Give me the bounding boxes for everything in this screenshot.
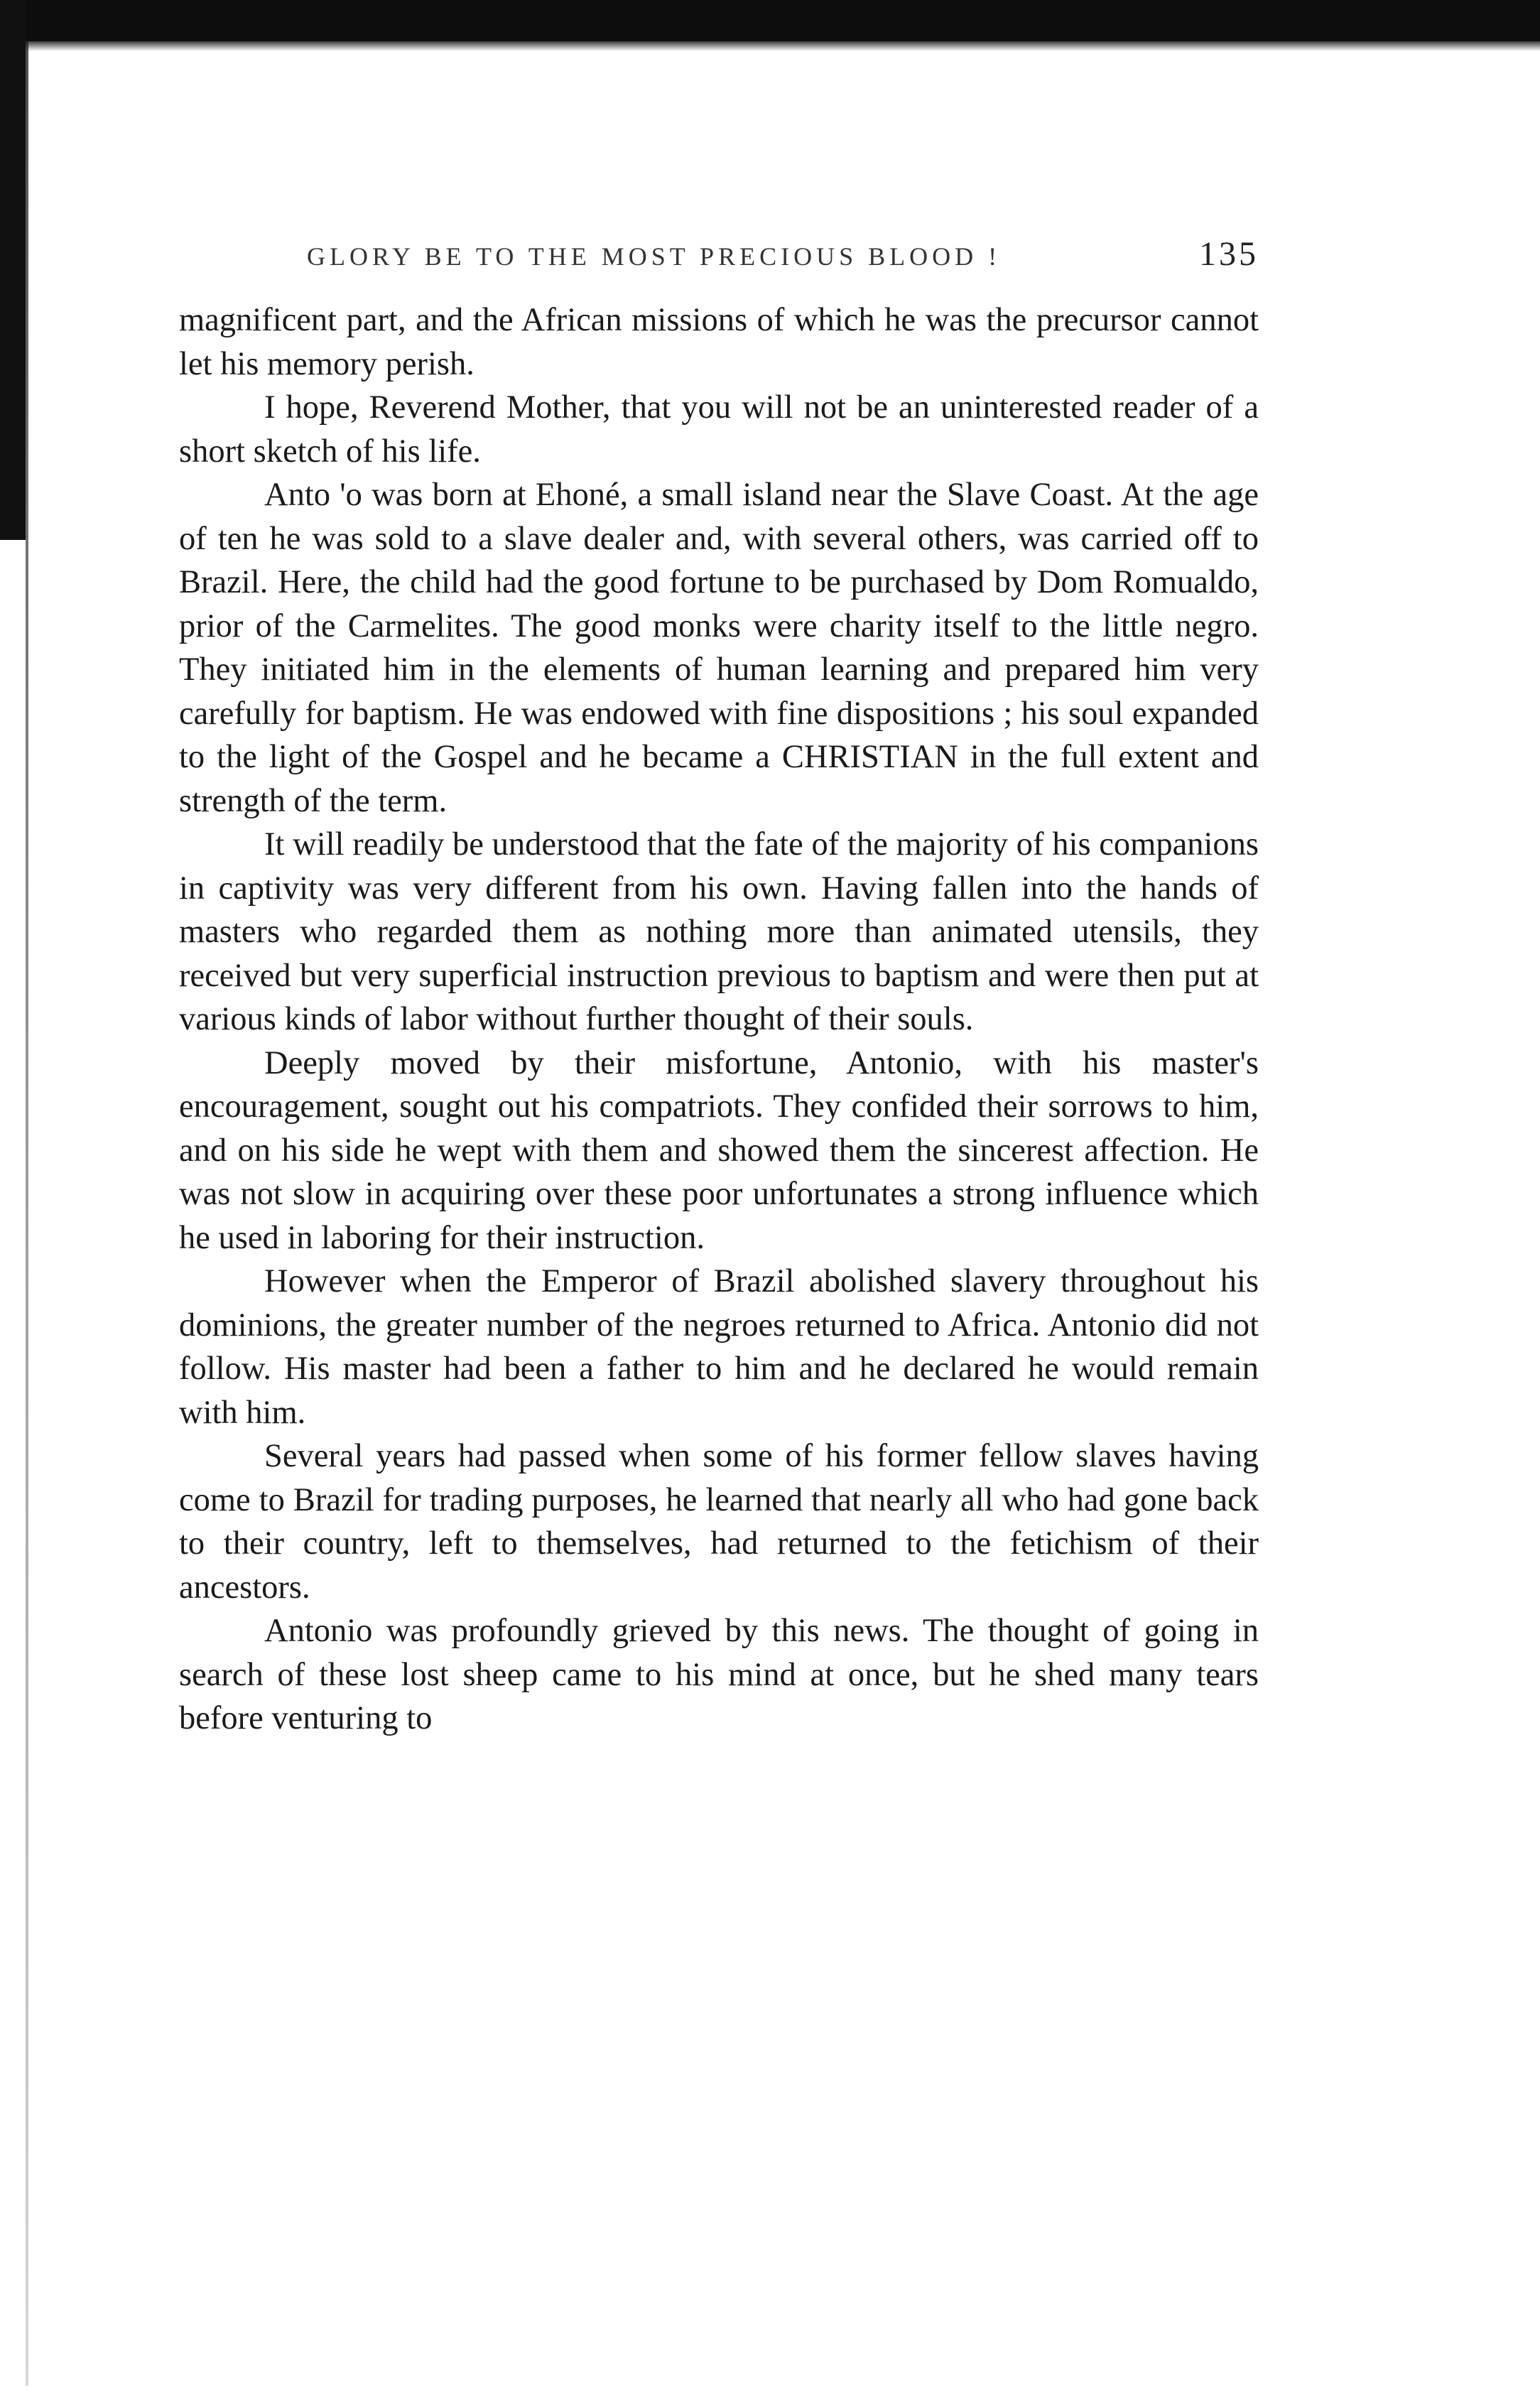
paragraph: Deeply moved by their misfortune, Antonio, with his master's encouragement, sought out his compatriots. They confided their sorrows to him, and on his side he wept with them and showed them the sincerest affection. He was not slow in acquiring over these poor unfortunates a strong influence which he used in laboring for their instruction. — [179, 1044, 1259, 1256]
scan-top-border — [0, 0, 1540, 41]
running-head — [179, 234, 1259, 284]
paragraph: Anto 'o was born at Ehoné, a small island near the Slave Coast. At the age of ten he was sold to a slave dealer and, with several others, was carried off to Brazil. Here, the child had the good fortune to be purchased by Dom Romualdo, prior of the Carmelites. The good monks were charity itself to the little negro. They initiated him in the elements of human learning and prepared him very carefully for baptism. He was endowed with fine dispositions ; his soul expanded to the light of the Gospel and he became a CHRISTIAN in the full extent and strength of the term. — [179, 477, 1259, 819]
page-number: 135 — [1199, 235, 1259, 273]
scan-binding-line — [26, 41, 28, 2386]
paragraph: It will readily be understood that the fate of the majority of his companions in captivity was very different from his own. Having fallen into the hands of masters who regarded them as nothing more than animated utensils, they received but very superficial instruction previous to baptism and were then put at various kinds of labor without further thought of their souls. — [179, 826, 1259, 1037]
running-head-title: GLORY BE TO THE MOST PRECIOUS BLOOD ! — [307, 242, 1002, 271]
scan-left-border — [0, 0, 26, 540]
body-text — [179, 298, 1259, 1741]
paragraph: Several years had passed when some of his former fellow slaves having come to Brazil for trading purposes, he learned that nearly all who had gone back to their country, left to themselves, had returned to the fetichism of their ancestors. — [179, 1438, 1259, 1606]
paragraph: Antonio was profoundly grieved by this news. The thought of going in search of these lost sheep came to his mind at once, but he shed many tears before venturing to — [179, 1613, 1259, 1736]
paragraph: I hope, Reverend Mother, that you will not be an uninterested reader of a short sketch of his life. — [179, 389, 1259, 470]
paragraph-continuation: magnificent part, and the African missions of which he was the precursor cannot let his memory perish. — [179, 302, 1259, 382]
book-page — [179, 234, 1259, 1741]
paragraph: However when the Emperor of Brazil abolished slavery throughout his dominions, the greater number of the negroes returned to Africa. Antonio did not follow. His master had been a father to him and he declared he would remain with him. — [179, 1263, 1259, 1431]
